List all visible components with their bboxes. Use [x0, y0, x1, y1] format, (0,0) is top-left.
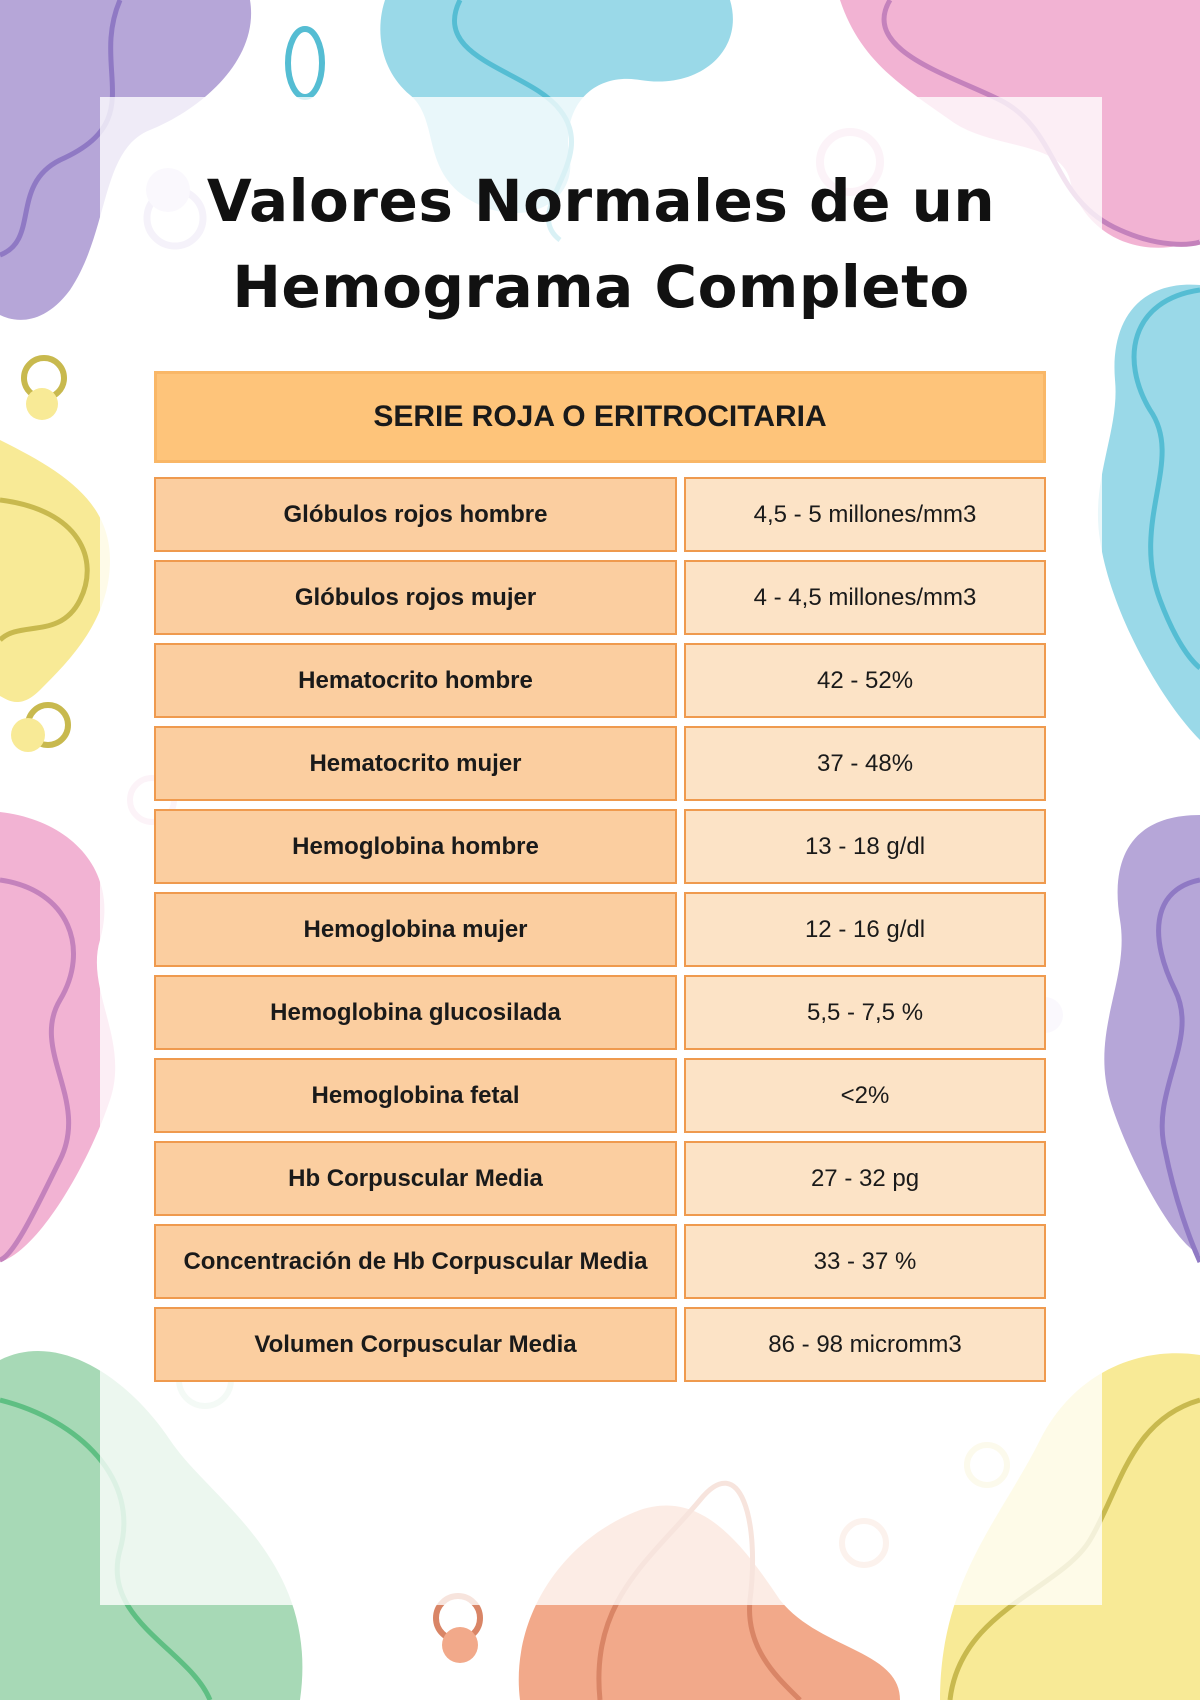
section-header — [154, 371, 1046, 463]
yellow-blob-left — [0, 440, 110, 702]
row-value: 5,5 - 7,5 % — [684, 975, 1046, 1050]
blood-values-table — [154, 371, 1046, 1390]
table-rows — [154, 477, 1046, 1382]
table-row — [154, 1058, 1046, 1133]
table-row — [154, 1141, 1046, 1216]
page-title — [100, 158, 1102, 330]
row-value: 4 - 4,5 millones/mm3 — [684, 560, 1046, 635]
table-row — [154, 643, 1046, 718]
sky-blob-right — [1098, 285, 1200, 740]
row-label: Volumen Corpuscular Media — [154, 1307, 677, 1382]
row-label: Hemoglobina mujer — [154, 892, 677, 967]
title-line-2: Hemograma Completo — [232, 253, 970, 321]
table-row — [154, 560, 1046, 635]
pink-blob-left — [0, 812, 115, 1262]
lilac-blob-right — [1104, 815, 1200, 1255]
row-value: 86 - 98 micromm3 — [684, 1307, 1046, 1382]
row-label: Hematocrito hombre — [154, 643, 677, 718]
row-value: 37 - 48% — [684, 726, 1046, 801]
yellow-dot-mid-left — [11, 718, 45, 752]
table-row — [154, 726, 1046, 801]
row-value: 13 - 18 g/dl — [684, 809, 1046, 884]
title-line-1: Valores Normales de un — [206, 167, 996, 235]
row-value: 27 - 32 pg — [684, 1141, 1046, 1216]
row-value: 12 - 16 g/dl — [684, 892, 1046, 967]
row-label: Glóbulos rojos mujer — [154, 560, 677, 635]
row-value: <2% — [684, 1058, 1046, 1133]
row-value: 33 - 37 % — [684, 1224, 1046, 1299]
table-row — [154, 1307, 1046, 1382]
row-label: Glóbulos rojos hombre — [154, 477, 677, 552]
table-row — [154, 975, 1046, 1050]
yellow-dot-top-left — [26, 388, 58, 420]
row-label: Hb Corpuscular Media — [154, 1141, 677, 1216]
section-title: SERIE ROJA O ERITROCITARIA — [373, 400, 827, 433]
row-label: Concentración de Hb Corpuscular Media — [154, 1224, 677, 1299]
table-row — [154, 1224, 1046, 1299]
sky-ring-top — [288, 29, 322, 97]
row-label: Hematocrito mujer — [154, 726, 677, 801]
row-value: 4,5 - 5 millones/mm3 — [684, 477, 1046, 552]
row-label: Hemoglobina glucosilada — [154, 975, 677, 1050]
row-label: Hemoglobina fetal — [154, 1058, 677, 1133]
row-value: 42 - 52% — [684, 643, 1046, 718]
table-row — [154, 477, 1046, 552]
table-row — [154, 892, 1046, 967]
row-label: Hemoglobina hombre — [154, 809, 677, 884]
salmon-dot-bottom — [442, 1627, 478, 1663]
table-row — [154, 809, 1046, 884]
